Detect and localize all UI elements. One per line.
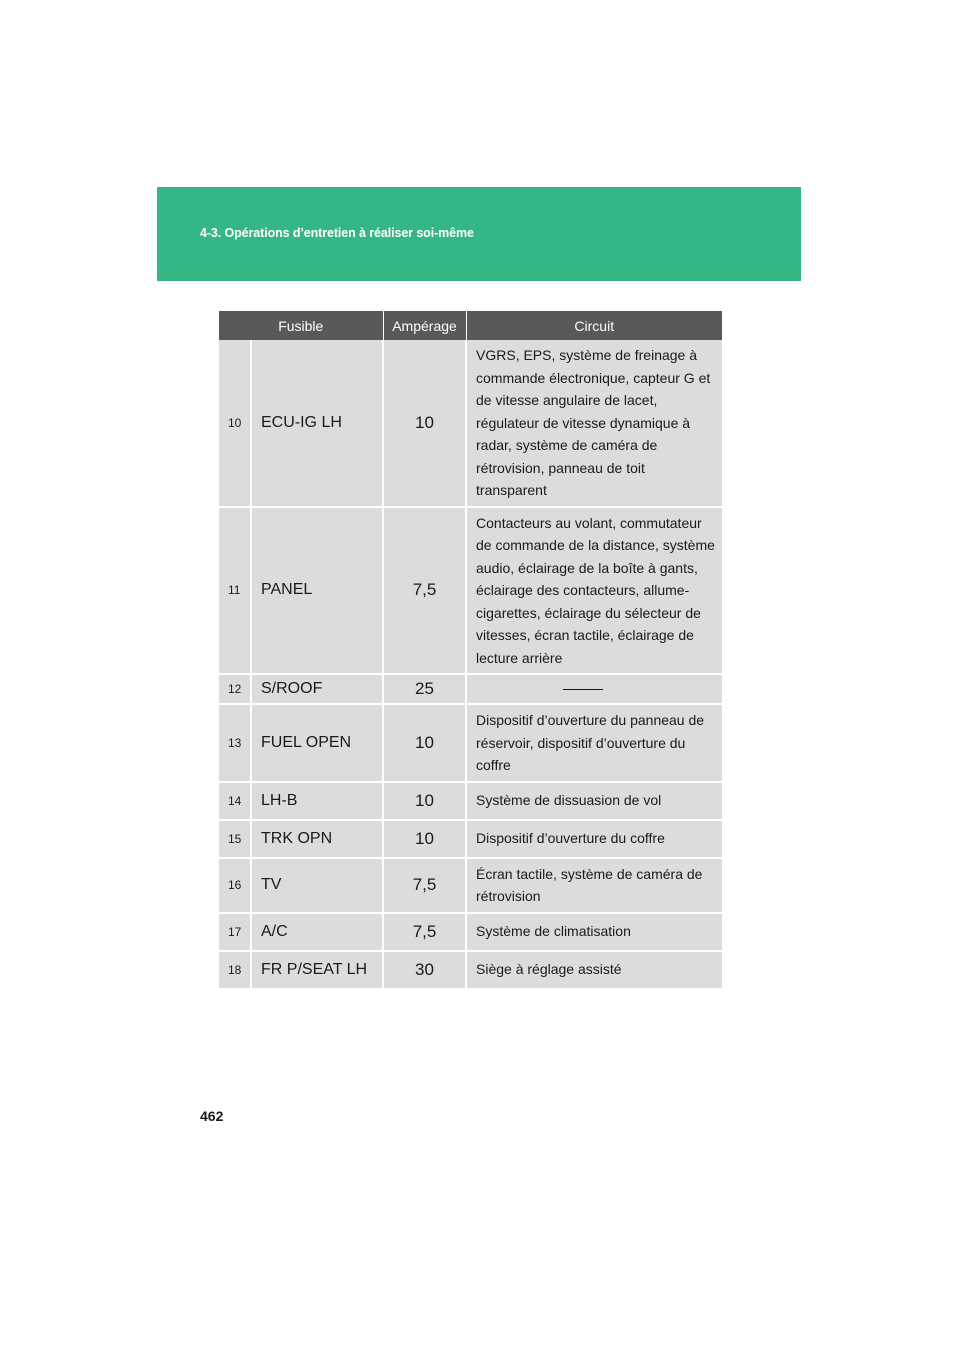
fuse-amperage: 30 — [383, 951, 466, 989]
fuse-amperage: 10 — [383, 340, 466, 507]
section-header-band — [157, 187, 801, 281]
section-title: 4-3. Opérations d’entretien à réaliser soi-même — [200, 226, 474, 240]
fuse-number: 17 — [219, 913, 251, 951]
fuse-number: 16 — [219, 858, 251, 913]
column-header-fuse: Fusible — [219, 311, 383, 340]
fuse-number: 14 — [219, 782, 251, 820]
fuse-circuit: Siège à réglage assisté — [466, 951, 722, 989]
fuse-number: 15 — [219, 820, 251, 858]
table-row — [219, 674, 722, 704]
fuse-name: S/ROOF — [251, 674, 383, 704]
fuse-amperage: 25 — [383, 674, 466, 704]
fuse-amperage: 7,5 — [383, 858, 466, 913]
table-row — [219, 704, 722, 782]
column-header-amperage: Ampérage — [383, 311, 466, 340]
table-row — [219, 951, 722, 989]
table-row — [219, 858, 722, 913]
fuse-circuit: Dispositif d’ouverture du coffre — [466, 820, 722, 858]
table-row — [219, 507, 722, 675]
fuse-number: 12 — [219, 674, 251, 704]
fuse-number: 11 — [219, 507, 251, 675]
fuse-number: 10 — [219, 340, 251, 507]
fuse-circuit: Contacteurs au volant, commutateur de commande de la distance, système audio, éclairage de la boîte à gants, éclairage des contacteurs, allume-cigarettes, éclairage du sélecteur de vitesses, écran tactile, éclairage de lecture arrière — [466, 507, 722, 675]
table-row — [219, 913, 722, 951]
table-row — [219, 820, 722, 858]
fuse-amperage: 10 — [383, 704, 466, 782]
fuse-amperage: 10 — [383, 820, 466, 858]
fuse-name: LH-B — [251, 782, 383, 820]
fuse-amperage: 7,5 — [383, 507, 466, 675]
fuse-amperage: 7,5 — [383, 913, 466, 951]
fuse-circuit: Écran tactile, système de caméra de rétrovision — [466, 858, 722, 913]
fuse-name: A/C — [251, 913, 383, 951]
dash-line — [563, 689, 603, 690]
fuse-name: ECU-IG LH — [251, 340, 383, 507]
fuse-name: TV — [251, 858, 383, 913]
fuse-name: FR P/SEAT LH — [251, 951, 383, 989]
fuse-circuit: Système de dissuasion de vol — [466, 782, 722, 820]
fuse-table — [219, 311, 722, 990]
fuse-circuit-empty — [466, 674, 722, 704]
fuse-name: TRK OPN — [251, 820, 383, 858]
table-row — [219, 340, 722, 507]
page-number: 462 — [200, 1108, 224, 1124]
column-header-circuit: Circuit — [466, 311, 722, 340]
fuse-circuit: VGRS, EPS, système de freinage à commande électronique, capteur G et de vitesse angulaire de lacet, régulateur de vitesse dynamique à radar, système de caméra de rétrovision, panneau de toit transparent — [466, 340, 722, 507]
fuse-circuit: Système de climatisation — [466, 913, 722, 951]
table-row — [219, 782, 722, 820]
fuse-name: PANEL — [251, 507, 383, 675]
fuse-number: 13 — [219, 704, 251, 782]
fuse-circuit: Dispositif d’ouverture du panneau de réservoir, dispositif d’ouverture du coffre — [466, 704, 722, 782]
fuse-amperage: 10 — [383, 782, 466, 820]
table-header-row — [219, 311, 722, 340]
fuse-number: 18 — [219, 951, 251, 989]
fuse-name: FUEL OPEN — [251, 704, 383, 782]
